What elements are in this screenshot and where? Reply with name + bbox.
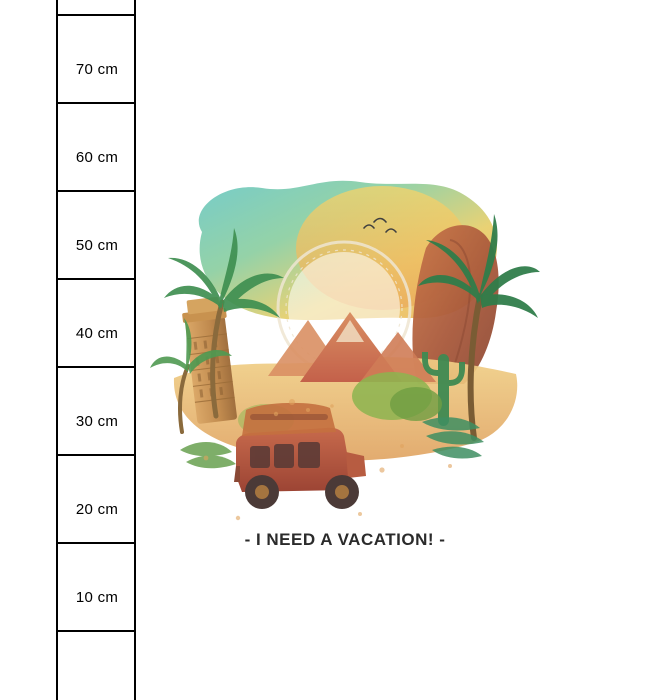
ruler-tick (56, 278, 136, 280)
vertical-ruler (0, 0, 136, 700)
ruler-tick-label: 70 cm (75, 61, 119, 78)
ruler-tick (56, 190, 136, 192)
ruler-tick (56, 542, 136, 544)
ruler-tick-label: 20 cm (75, 501, 119, 518)
ruler-tick-label: 10 cm (75, 589, 119, 606)
ruler-tick-label: 40 cm (75, 325, 119, 342)
ruler-tick-label: 30 cm (75, 413, 119, 430)
ruler-tick-label: 60 cm (75, 149, 119, 166)
watercolor-travel-collage (150, 170, 540, 580)
ruler-tick (56, 630, 136, 632)
ruler-tick-label: 50 cm (75, 237, 119, 254)
ruler-tick (56, 102, 136, 104)
ruler-tick (56, 454, 136, 456)
artwork-caption: - I NEED A VACATION! - (244, 530, 446, 549)
ruler-tick (56, 366, 136, 368)
ruler-tick (56, 14, 136, 16)
